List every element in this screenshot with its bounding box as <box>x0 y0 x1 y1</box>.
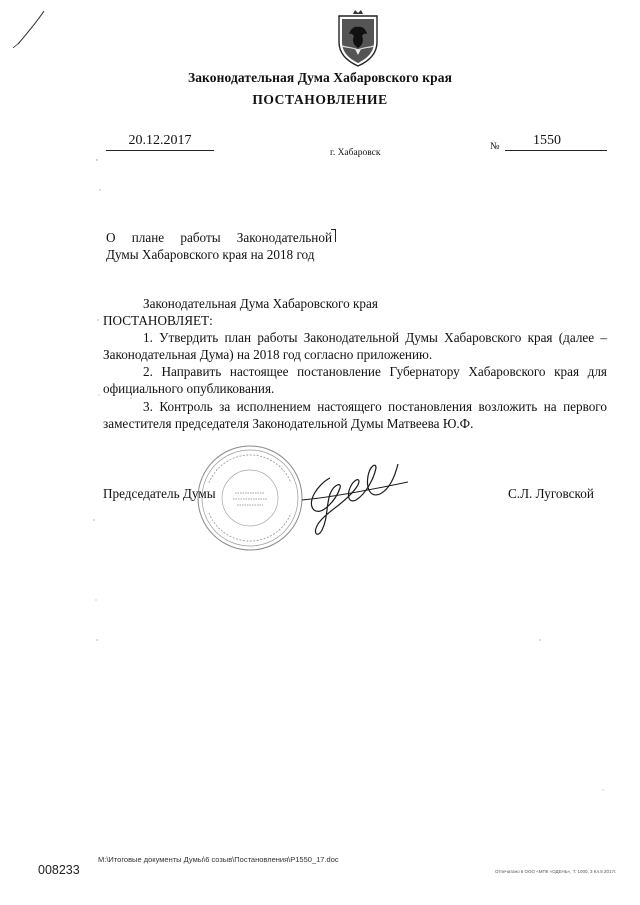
body-item-2: 2. Направить настоящее постановление Губернатору Хабаровского края для официального опубликования. <box>103 364 607 397</box>
subject-line-2: Думы Хабаровского края на 2018 год <box>106 247 315 262</box>
signatory-position: Председатель Думы <box>103 486 216 501</box>
document-city: г. Хабаровск <box>330 148 381 158</box>
number-label: № <box>490 141 500 152</box>
body-item-3: 3. Контроль за исполнением настоящего постановления возложить на первого заместителя председателя Законодательной Думы Матвеева Ю.Ф. <box>103 398 607 431</box>
footer-print-info: Отпечатано в ООО «МПК «ОДЕНЬ», Т. 1000, 3 Кл.5 2017г. <box>495 869 617 874</box>
body-item-1: 1. Утвердить план работы Законодательной Думы Хабаровского края (далее – Законодательная Дума) на 2018 год согласно приложению. <box>103 330 607 363</box>
body-intro: Законодательная Дума Хабаровского края <box>143 296 378 311</box>
organization-title: Законодательная Дума Хабаровского края <box>187 70 452 85</box>
document-type-title: ПОСТАНОВЛЕНИЕ <box>252 92 388 107</box>
subject-line-1: О плане работы Законодательной <box>106 230 332 245</box>
signatory-name: С.Л. Луговской <box>508 486 594 501</box>
document-number: 1550 <box>533 133 561 148</box>
footer-file-path: M:\Итоговые документы Думы\6 созыв\Постановления\P1550_17.doc <box>98 855 339 864</box>
footer-document-code: 008233 <box>38 863 80 877</box>
body-decree: ПОСТАНОВЛЯЕТ: <box>103 313 213 329</box>
document-date: 20.12.2017 <box>106 133 214 151</box>
